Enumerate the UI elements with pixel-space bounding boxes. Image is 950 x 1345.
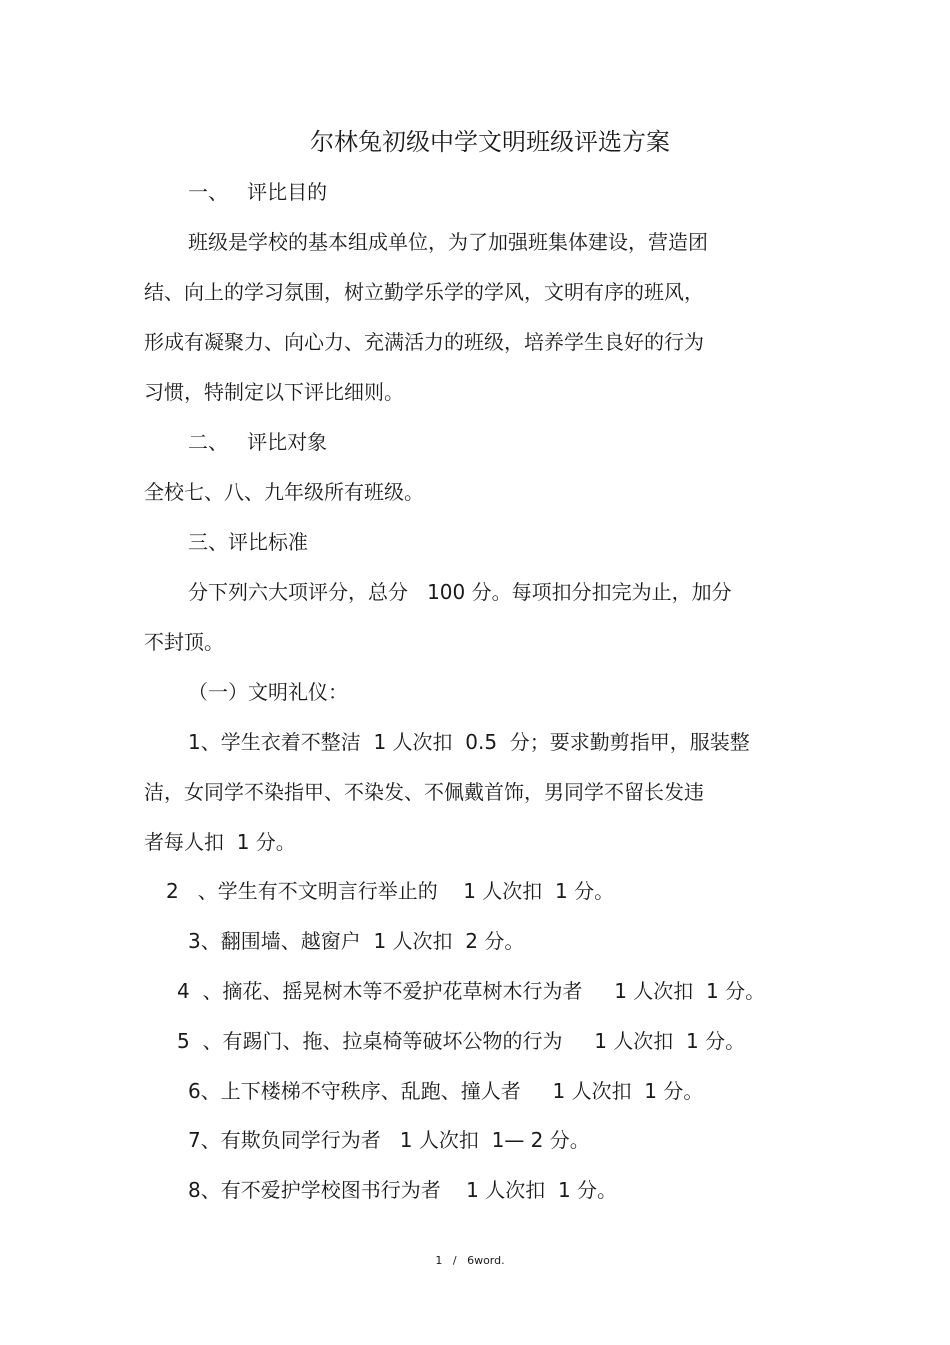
list-item: 7、有欺负同学行为者 1 人次扣 1— 2 分。 [188,1128,590,1152]
paragraph-line: 不封顶。 [144,630,224,654]
list-item: 8、有不爱护学校图书行为者 1 人次扣 1 分。 [188,1178,618,1202]
list-item: 4 、摘花、摇晃树木等不爱护花草树木行为者 1 人次扣 1 分。 [177,979,766,1003]
list-item: 2 、学生有不文明言行举止的 1 人次扣 1 分。 [166,879,615,903]
paragraph-line: 形成有凝聚力、向心力、充满活力的班级，培养学生良好的行为 [144,330,704,354]
paragraph-line: 班级是学校的基本组成单位，为了加强班集体建设，营造团 [188,230,708,254]
document-title: 尔林兔初级中学文明班级评选方案 [310,128,670,156]
list-item: 5 、有踢门、拖、拉桌椅等破坏公物的行为 1 人次扣 1 分。 [177,1029,746,1053]
paragraph-line: 习惯，特制定以下评比细则。 [144,380,404,404]
subsection-heading: （一）文明礼仪： [188,680,348,704]
section-heading-criteria: 三、评比标准 [188,530,308,554]
list-item-continuation: 者每人扣 1 分。 [144,830,296,854]
list-item: 3、翻围墙、越窗户 1 人次扣 2 分。 [188,929,525,953]
page-footer: 1 / 6word. [435,1254,505,1267]
section-heading-purpose: 一、 评比目的 [188,180,328,204]
list-item-continuation: 洁，女同学不染指甲、不染发、不佩戴首饰，男同学不留长发违 [144,780,704,804]
paragraph-line: 分下列六大项评分，总分 100 分。每项扣分扣完为止，加分 [188,580,732,604]
list-item: 6、上下楼梯不守秩序、乱跑、撞人者 1 人次扣 1 分。 [188,1079,704,1103]
list-item: 1、学生衣着不整洁 1 人次扣 0.5 分；要求勤剪指甲，服装整 [188,730,750,754]
section-heading-target: 二、 评比对象 [188,430,328,454]
paragraph-line: 全校七、八、九年级所有班级。 [144,480,424,504]
paragraph-line: 结、向上的学习氛围，树立勤学乐学的学风，文明有序的班风， [144,280,704,304]
